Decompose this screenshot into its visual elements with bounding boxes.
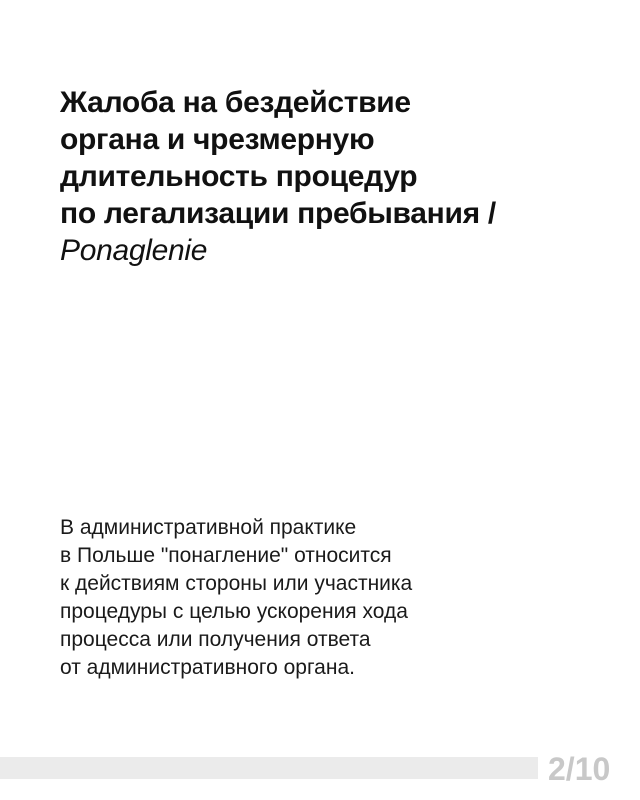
body-line: процедуры с целью ускорения хода (60, 600, 408, 623)
page-counter: 2/10 (548, 751, 611, 787)
progress-bar-fill (0, 757, 108, 779)
progress-bar (0, 757, 538, 779)
title-italic-term: Ponaglenie (60, 234, 208, 267)
slide-title (60, 84, 620, 269)
body-line: в Польше "понагление" относится (60, 544, 392, 567)
body-line: процесса или получения ответа (60, 628, 371, 651)
body-paragraph (60, 514, 600, 682)
body-line: В административной практике (60, 516, 357, 539)
title-line: по легализации пребывания / (60, 197, 496, 230)
title-line: органа и чрезмерную (60, 123, 375, 156)
body-line: к действиям стороны или участника (60, 572, 413, 595)
title-line: длительность процедур (60, 160, 418, 193)
body-line: от административного органа. (60, 656, 355, 679)
title-line: Жалоба на бездействие (60, 86, 411, 119)
